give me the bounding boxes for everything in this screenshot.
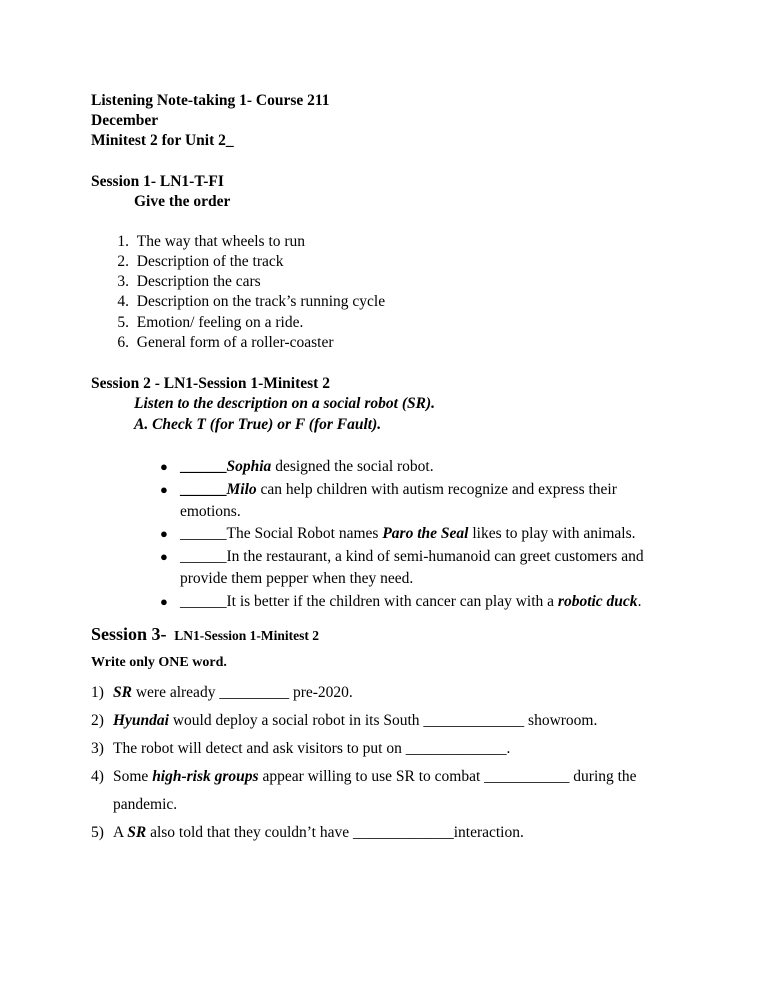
bullet-icon: ● [160,594,168,609]
document-minitest: Minitest 2 for Unit 2_ [91,132,234,149]
true-false-item: ● ______In the restaurant, a kind of semi-humanoid can greet customers and [160,548,644,565]
fill-in-item: 4) Some high-risk groups appear willing to use SR to combat ___________ during the [91,768,637,785]
session1-heading: Session 1- LN1-T-FI [91,173,224,190]
true-false-item-continuation: provide them pepper when they need. [180,570,414,587]
list-item: 4. Description on the track’s running cycle [117,293,386,310]
true-false-item-continuation: emotions. [180,503,241,520]
session1-instruction: Give the order [134,193,231,210]
true-false-item: ● ______The Social Robot names Paro the Seal likes to play with animals. [160,525,636,542]
session2-subinstruction: A. Check T (for True) or F (for Fault). [134,416,382,433]
list-item: 5. Emotion/ feeling on a ride. [117,314,304,331]
answer-blank[interactable]: ______ [180,593,227,610]
fill-in-item: 2) Hyundai would deploy a social robot in its South _____________ showroom. [91,712,598,729]
session3-heading: Session 3- LN1-Session 1-Minitest 2 [91,624,320,644]
session2-instruction: Listen to the description on a social robot (SR). [134,395,435,412]
true-false-item: ● ______Milo can help children with autism recognize and express their [160,481,617,498]
list-item: 6. General form of a roller-coaster [117,334,334,351]
session2-heading: Session 2 - LN1-Session 1-Minitest 2 [91,375,330,392]
fill-in-item: 1) SR were already _________ pre-2020. [91,684,353,701]
bullet-icon: ● [160,459,168,474]
list-item: 2. Description of the track [117,253,284,270]
answer-blank[interactable]: ______ [180,548,227,565]
true-false-item: ● ______It is better if the children with cancer can play with a robotic duck. [160,593,642,610]
bullet-icon: ● [160,526,168,541]
fill-in-item: 3) The robot will detect and ask visitors to put on _____________. [91,740,511,757]
fill-in-item: 5) A SR also told that they couldn’t have _____________interaction. [91,824,524,841]
list-item: 1. The way that wheels to run [117,233,306,250]
list-item: 3. Description the cars [117,273,261,290]
answer-blank[interactable]: ______ [180,525,227,542]
answer-blank[interactable]: ______ [180,458,227,475]
document-title: Listening Note-taking 1- Course 211 [91,92,330,109]
bullet-icon: ● [160,549,168,564]
bullet-icon: ● [160,482,168,497]
fill-in-item-continuation: pandemic. [113,796,178,813]
session3-instruction: Write only ONE word. [91,655,227,670]
document-month: December [91,112,159,129]
true-false-item: ● ______Sophia designed the social robot. [160,458,434,475]
answer-blank[interactable]: ______ [180,481,227,498]
